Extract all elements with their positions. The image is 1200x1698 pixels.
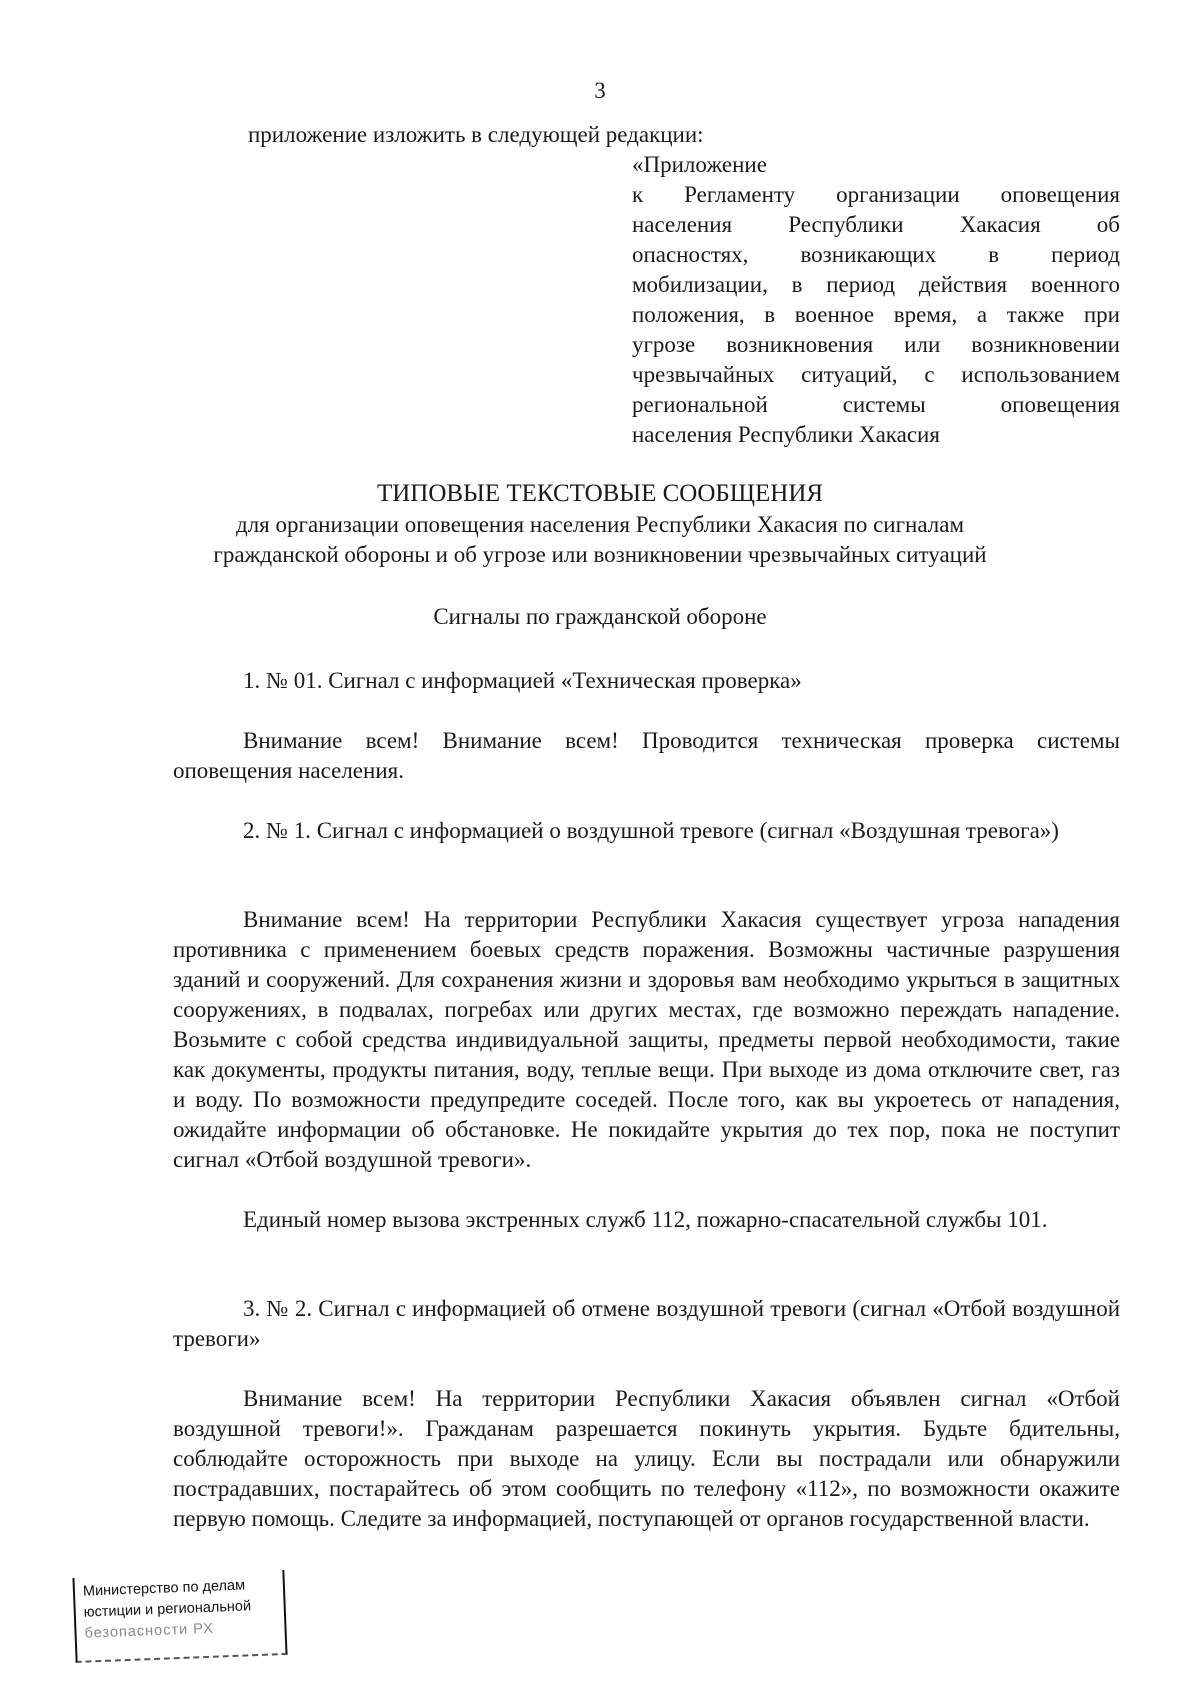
intro-line: приложение изложить в следующей редакции:: [248, 122, 704, 147]
document-heading: ТИПОВЫЕ ТЕКСТОВЫЕ СООБЩЕНИЯ: [376, 480, 824, 507]
subheading-line: гражданской обороны и об угрозе или возникновении чрезвычайных ситуаций: [213, 542, 987, 567]
item1-text: Внимание всем! Внимание всем! Проводится техническая проверка системы оповещения населения.: [173, 728, 1120, 783]
section-title: Сигналы по гражданской обороне: [433, 604, 767, 629]
appendix-title: «Приложение: [632, 152, 767, 177]
subheading-line: для организации оповещения населения Республики Хакасия по сигналам: [236, 512, 964, 537]
appendix-line: населения Республики Хакасия об: [632, 212, 1120, 237]
stamp-line: Министерство по делам: [82, 1577, 246, 1600]
appendix-line: положения, в военное время, а также при: [632, 302, 1120, 327]
item2-title: 2. № 1. Сигнал с информацией о воздушной тревоге (сигнал «Воздушная тревога»): [243, 818, 1059, 843]
appendix-line: опасностях, возникающих в период: [632, 242, 1120, 267]
item3-title: 3. № 2. Сигнал с информацией об отмене воздушной тревоги (сигнал «Отбой воздушной тревоги»: [173, 1296, 1120, 1351]
appendix-line: угрозе возникновения или возникновении: [632, 332, 1120, 357]
registration-stamp: [72, 1570, 287, 1663]
appendix-line: региональной системы оповещения: [632, 392, 1120, 417]
item3-text: Внимание всем! На территории Республики Хакасия объявлен сигнал «Отбой воздушной тревоги!». Гражданам разрешается покинуть укрытия. Будьте бдительны, соблюдайте осторожность при выходе на улицу. Если вы пострадали или обнаружили пострадавших, постарайтесь об этом сообщить по телефону «112», по возможности окажите первую помощь. Следите за информацией, поступающей от органов государственной власти.: [173, 1386, 1120, 1531]
item2-phone: Единый номер вызова экстренных служб 112, пожарно-спасательной службы 101.: [243, 1207, 1048, 1232]
page-number: 3: [594, 78, 606, 103]
item1-title: 1. № 01. Сигнал с информацией «Техническая проверка»: [243, 668, 802, 693]
stamp-line: юстиции и региональной: [83, 1598, 252, 1621]
appendix-line: чрезвычайных ситуаций, с использованием: [632, 362, 1120, 387]
stamp-line: безопасности РХ: [84, 1620, 215, 1642]
item2-text: Внимание всем! На территории Республики Хакасия существует угроза нападения противника с применением боевых средств поражения. Возможны частичные разрушения зданий и сооружений. Для сохранения жизни и здоровья вам необходимо укрыться в защитных сооружениях, в подвалах, погребах или других местах, где возможно переждать нападение. Возьмите с собой средства индивидуальной защиты, предметы первой необходимости, такие как документы, продукты питания, воду, теплые вещи. При выходе из дома отключите свет, газ и воду. По возможности предупредите соседей. После того, как вы укроетесь от нападения, ожидайте информации об обстановке. Не покидайте укрытия до тех пор, пока не поступит сигнал «Отбой воздушной тревоги».: [173, 907, 1120, 1172]
appendix-last-line: населения Республики Хакасия: [632, 422, 940, 447]
appendix-line: к Регламенту организации оповещения: [632, 182, 1120, 207]
appendix-line: мобилизации, в период действия военного: [632, 272, 1120, 297]
